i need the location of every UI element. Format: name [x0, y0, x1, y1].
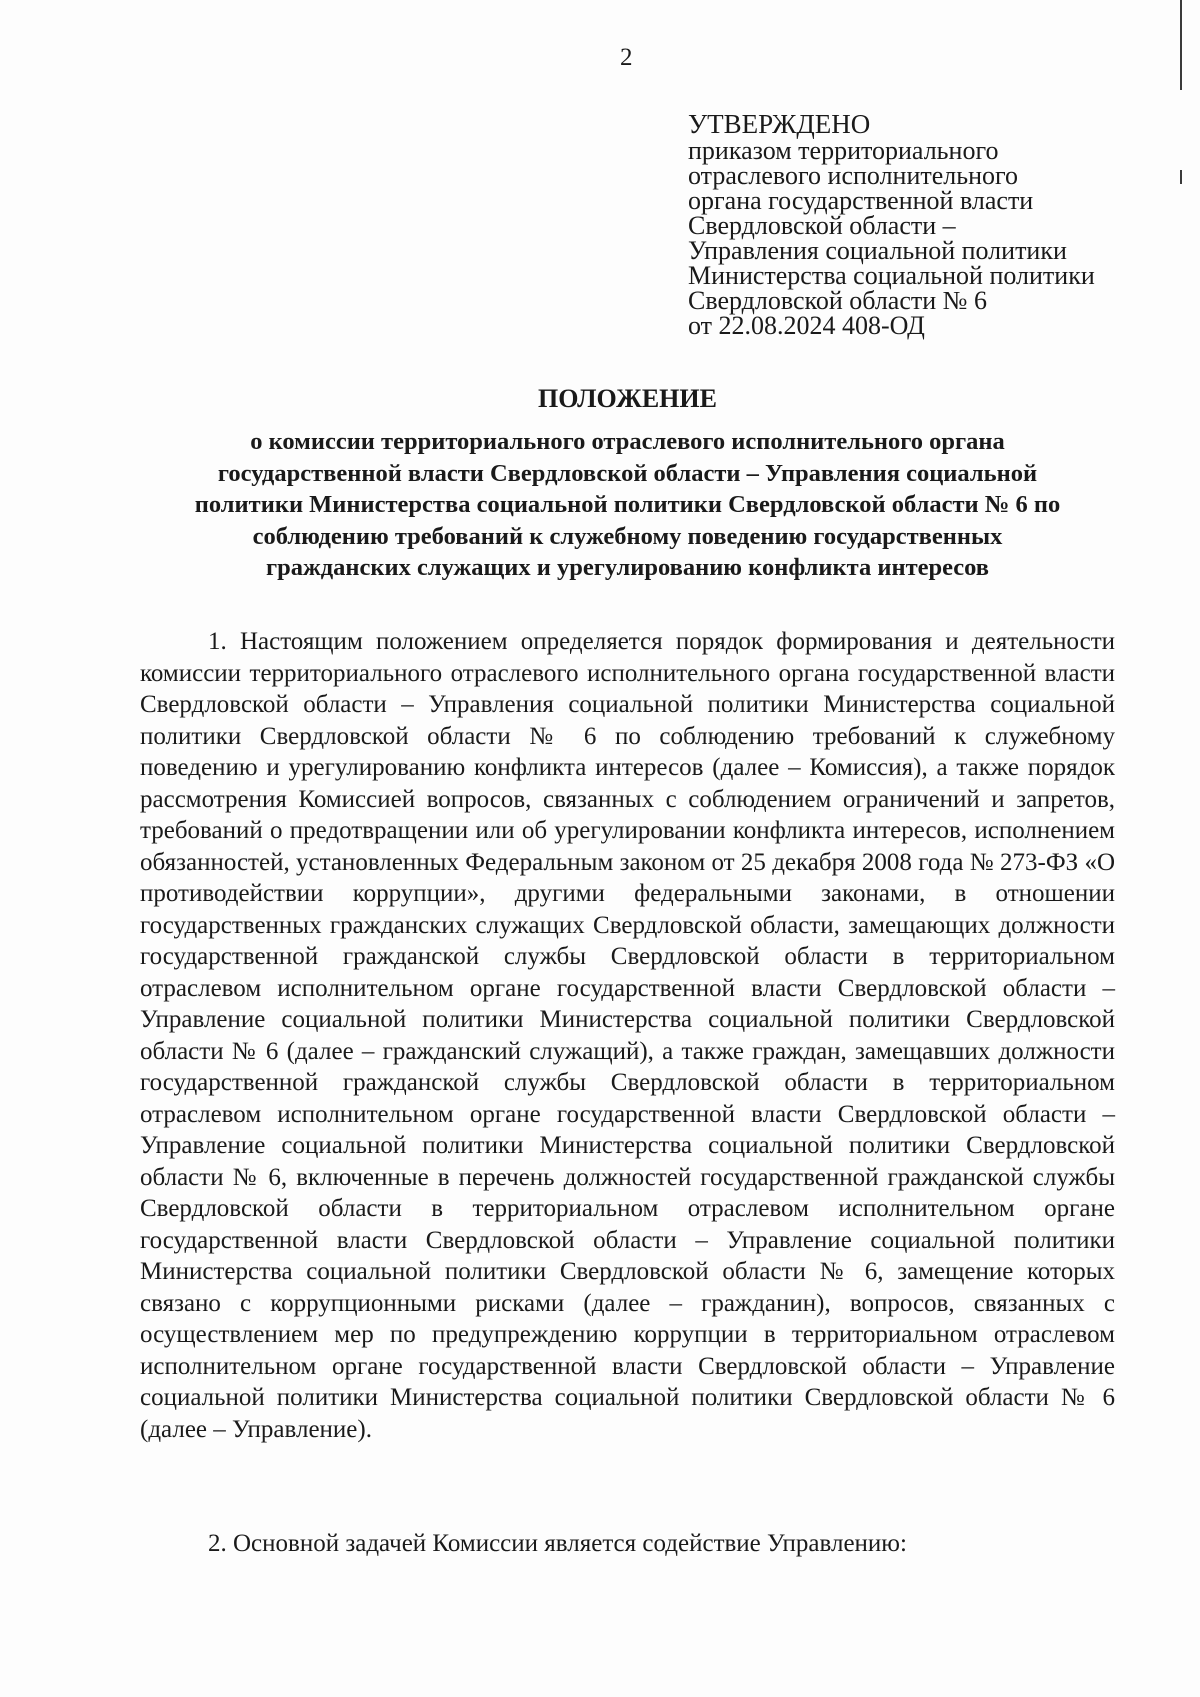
- subtitle-line: политики Министерства социальной политики Свердловской области № 6 по: [194, 491, 1061, 518]
- approval-line: отраслевого исполнительного: [688, 161, 1019, 190]
- document-subtitle: [140, 426, 1115, 584]
- approval-line: от 22.08.2024 408-ОД: [688, 311, 925, 340]
- subtitle-line: гражданских служащих и урегулированию конфликта интересов: [265, 554, 990, 581]
- approval-title: УТВЕРЖДЕНО: [688, 109, 871, 139]
- subtitle-line: государственной власти Свердловской области – Управления социальной: [217, 459, 1038, 487]
- document-title: ПОЛОЖЕНИЕ: [538, 384, 717, 413]
- approval-line: Министерства социальной политики: [688, 261, 1095, 290]
- page-edge-mark: [1180, 0, 1182, 90]
- body-paragraph-2: 2. Основной задачей Комиссии является содействие Управлению:: [208, 1530, 907, 1557]
- page-number: 2: [620, 44, 633, 71]
- approval-block: [688, 109, 1158, 340]
- body-paragraph-1: 1. Настоящим положением определяется порядок формирования и деятельности комиссии территориального отраслевого исполнительного органа государственной власти Свердловской области – Управления социальной политики Министерства социальной политики Свердловской области № 6 по соблюдению требований к служебному поведению и урегулированию конфликта интересов (далее – Комиссия), а также порядок рассмотрения Комиссией вопросов, связанных с соблюдением ограничений и запретов, требований о предотвращении или об урегулировании конфликта интересов, исполнением обязанностей, установленных Федеральным законом от 25 декабря 2008 года № 273-ФЗ «О противодействии коррупции», другими федеральными законами, в отношении государственных гражданских служащих Свердловской области, замещающих должности государственной гражданской службы Свердловской области в территориальном отраслевом исполнительном органе государственной власти Свердловской области – Управление социальной политики Министерства социальной политики Свердловской области № 6 (далее – гражданский служащий), а также граждан, замещавших должности государственной гражданской службы Свердловской области в территориальном отраслевом исполнительном органе государственной власти Свердловской области – Управление социальной политики Министерства социальной политики Свердловской области № 6, включенные в перечень должностей государственной гражданской службы Свердловской области в территориальном отраслевом исполнительном органе государственной власти Свердловской области – Управление социальной политики Министерства социальной политики Свердловской области № 6, замещение которых связано с коррупционными рисками (далее – гражданин), вопросов, связанных с осуществлением мер по предупреждению коррупции в территориальном отраслевом исполнительном органе государственной власти Свердловской области – Управление социальной политики Министерства социальной политики Свердловской области № 6 (далее – Управление).: [140, 628, 1115, 1443]
- subtitle-line: соблюдению требований к служебному поведению государственных: [252, 522, 1003, 550]
- approval-line: Свердловской области № 6: [688, 286, 987, 315]
- approval-line: Управления социальной политики: [688, 236, 1067, 265]
- subtitle-line: о комиссии территориального отраслевого исполнительного органа: [250, 428, 1005, 455]
- page-edge-mark: [1180, 170, 1182, 184]
- approval-line: Свердловской области –: [688, 211, 956, 240]
- approval-line: органа государственной власти: [688, 186, 1034, 215]
- approval-line: приказом территориального: [688, 136, 999, 165]
